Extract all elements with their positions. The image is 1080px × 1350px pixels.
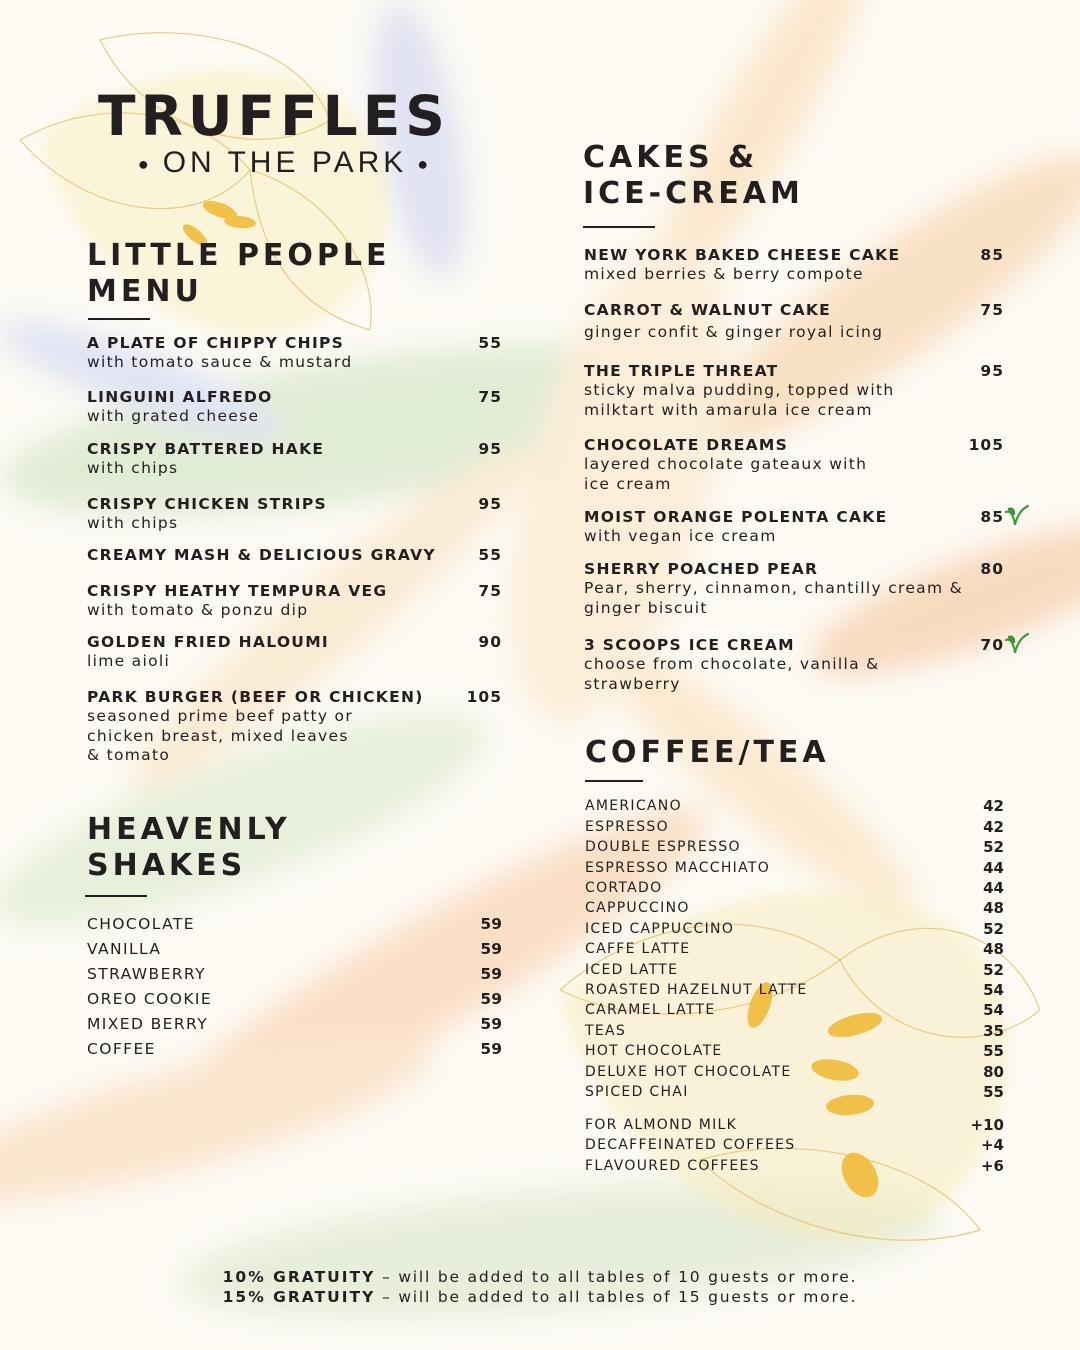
brand-subtitle-line <box>110 146 460 180</box>
menu-item <box>87 494 327 534</box>
item-name: CREAMY MASH & DELICIOUS GRAVY <box>87 546 436 564</box>
brand-title: TRUFFLES <box>98 84 450 148</box>
coffee-item: AMERICANO <box>585 798 682 814</box>
coffee-price: 54 <box>983 1001 1004 1019</box>
item-name: PARK BURGER (BEEF OR CHICKEN) <box>87 688 424 706</box>
item-price: 105 <box>466 688 502 706</box>
shake-price: 59 <box>480 1040 502 1058</box>
section-divider <box>585 780 643 782</box>
coffee-extra: DECAFFEINATED COFFEES <box>585 1137 796 1153</box>
item-price: 80 <box>980 560 1004 578</box>
item-price: 75 <box>980 301 1004 319</box>
coffee-item: CARAMEL LATTE <box>585 1002 716 1018</box>
section-divider <box>88 318 150 320</box>
coffee-extra: FLAVOURED COFFEES <box>585 1158 760 1174</box>
menu-item <box>87 333 352 373</box>
coffee-extra-price: +4 <box>980 1136 1004 1154</box>
bullet-dot-icon: ● <box>137 153 153 174</box>
coffee-item: ROASTED HAZELNUT LATTE <box>585 982 808 998</box>
section-title-coffee: COFFEE/TEA <box>585 735 830 770</box>
item-description: ginger confit & ginger royal icing <box>584 323 884 341</box>
item-name: CRISPY CHICKEN STRIPS <box>87 495 327 513</box>
gratuity-note <box>0 1267 1080 1287</box>
item-name: MOIST ORANGE POLENTA CAKE <box>584 508 888 526</box>
item-price: 55 <box>478 546 502 564</box>
item-price: 90 <box>478 633 502 651</box>
shake-item: MIXED BERRY <box>87 1015 209 1033</box>
vegan-leaf-icon <box>1004 632 1030 656</box>
coffee-item: DOUBLE ESPRESSO <box>585 839 741 855</box>
item-price: 95 <box>478 495 502 513</box>
shake-price: 59 <box>480 915 502 933</box>
gratuity-label: 10% GRATUITY <box>222 1268 376 1286</box>
gratuity-text: – will be added to all tables of 10 guests or more. <box>375 1268 858 1286</box>
coffee-item: ESPRESSO MACCHIATO <box>585 860 771 876</box>
item-price: 85 <box>980 246 1004 264</box>
coffee-item: HOT CHOCOLATE <box>585 1043 723 1059</box>
coffee-price: 42 <box>983 818 1004 836</box>
coffee-extra-price: +10 <box>970 1116 1004 1134</box>
menu-item <box>87 687 424 766</box>
menu-item <box>87 581 387 621</box>
menu-item <box>584 361 895 420</box>
item-price: 95 <box>980 362 1004 380</box>
gratuity-label: 15% GRATUITY <box>222 1288 376 1306</box>
menu-item <box>87 632 329 672</box>
coffee-price: 48 <box>983 899 1004 917</box>
item-price: 95 <box>478 440 502 458</box>
item-description: with tomato sauce & mustard <box>87 353 353 371</box>
section-title-little-people: LITTLE PEOPLE MENU <box>87 238 391 309</box>
coffee-price: 44 <box>983 879 1004 897</box>
menu-item <box>584 635 879 694</box>
shake-item: VANILLA <box>87 940 162 958</box>
item-name: CARROT & WALNUT CAKE <box>584 301 832 319</box>
item-price: 70 <box>980 636 1004 654</box>
shake-item: STRAWBERRY <box>87 965 206 983</box>
item-description: with vegan ice cream <box>584 527 777 545</box>
coffee-item: TEAS <box>585 1023 627 1039</box>
coffee-price: 55 <box>983 1042 1004 1060</box>
menu-item <box>87 387 273 427</box>
item-price: 85 <box>980 508 1004 526</box>
gratuity-note <box>0 1287 1080 1307</box>
item-description: mixed berries & berry compote <box>584 265 864 283</box>
item-price: 75 <box>478 582 502 600</box>
coffee-price: 52 <box>983 838 1004 856</box>
item-price: 55 <box>478 334 502 352</box>
item-name: CRISPY BATTERED HAKE <box>87 440 325 458</box>
item-name: NEW YORK BAKED CHEESE CAKE <box>584 246 901 264</box>
item-description: with tomato & ponzu dip <box>87 601 309 619</box>
item-name: CRISPY HEATHY TEMPURA VEG <box>87 582 388 600</box>
coffee-item: CORTADO <box>585 880 663 896</box>
coffee-item: ICED CAPPUCCINO <box>585 921 735 937</box>
coffee-item: CAPPUCCINO <box>585 900 690 916</box>
item-description: with grated cheese <box>87 407 260 425</box>
brand-subtitle: ON THE PARK <box>162 146 408 179</box>
item-name: LINGUINI ALFREDO <box>87 388 273 406</box>
bullet-dot-icon: ● <box>417 153 433 174</box>
gratuity-text: – will be added to all tables of 15 guests or more. <box>375 1288 858 1306</box>
coffee-item: ICED LATTE <box>585 962 679 978</box>
shake-price: 59 <box>480 990 502 1008</box>
item-price: 75 <box>478 388 502 406</box>
item-price: 105 <box>968 436 1004 454</box>
coffee-price: 48 <box>983 940 1004 958</box>
coffee-item: DELUXE HOT CHOCOLATE <box>585 1064 792 1080</box>
coffee-price: 42 <box>983 797 1004 815</box>
coffee-price: 55 <box>983 1083 1004 1101</box>
item-description: with chips <box>87 459 179 477</box>
item-description: sticky malva pudding, topped with milktart with amarula ice cream <box>584 381 895 419</box>
item-description: choose from chocolate, vanilla & strawberry <box>584 655 880 693</box>
section-title-cakes: CAKES & ICE-CREAM <box>583 140 804 211</box>
item-name: A PLATE OF CHIPPY CHIPS <box>87 334 345 352</box>
item-name: 3 SCOOPS ICE CREAM <box>584 636 795 654</box>
item-description: Pear, sherry, cinnamon, chantilly cream & ginger biscuit <box>584 579 963 617</box>
shake-price: 59 <box>480 1015 502 1033</box>
coffee-price: 52 <box>983 961 1004 979</box>
coffee-price: 35 <box>983 1022 1004 1040</box>
menu-item <box>584 559 963 618</box>
coffee-extra: FOR ALMOND MILK <box>585 1117 738 1133</box>
coffee-extra-price: +6 <box>980 1157 1004 1175</box>
coffee-item: ESPRESSO <box>585 819 669 835</box>
section-title-shakes: HEAVENLY SHAKES <box>87 812 291 883</box>
item-description: lime aioli <box>87 652 171 670</box>
coffee-price: 54 <box>983 981 1004 999</box>
menu-item <box>87 439 324 479</box>
item-name: THE TRIPLE THREAT <box>584 362 779 380</box>
section-divider <box>583 226 655 228</box>
menu-item <box>584 435 867 494</box>
coffee-price: 44 <box>983 859 1004 877</box>
item-description: with chips <box>87 514 179 532</box>
shake-item: CHOCOLATE <box>87 915 195 933</box>
vegan-leaf-icon <box>1004 504 1030 528</box>
menu-item <box>87 545 436 565</box>
item-name: SHERRY POACHED PEAR <box>584 560 819 578</box>
coffee-price: 52 <box>983 920 1004 938</box>
coffee-item: SPICED CHAI <box>585 1084 689 1100</box>
shake-item: COFFEE <box>87 1040 156 1058</box>
shake-price: 59 <box>480 965 502 983</box>
item-name: GOLDEN FRIED HALOUMI <box>87 633 329 651</box>
coffee-price: 80 <box>983 1063 1004 1081</box>
item-description: layered chocolate gateaux with ice cream <box>584 455 868 493</box>
menu-item <box>584 300 883 343</box>
menu-item <box>584 507 888 547</box>
item-name: CHOCOLATE DREAMS <box>584 436 789 454</box>
shake-item: OREO COOKIE <box>87 990 213 1008</box>
section-divider <box>85 895 147 897</box>
coffee-item: CAFFE LATTE <box>585 941 691 957</box>
item-description: seasoned prime beef patty or chicken breast, mixed leaves & tomato <box>87 707 354 764</box>
shake-price: 59 <box>480 940 502 958</box>
menu-item <box>584 245 900 285</box>
